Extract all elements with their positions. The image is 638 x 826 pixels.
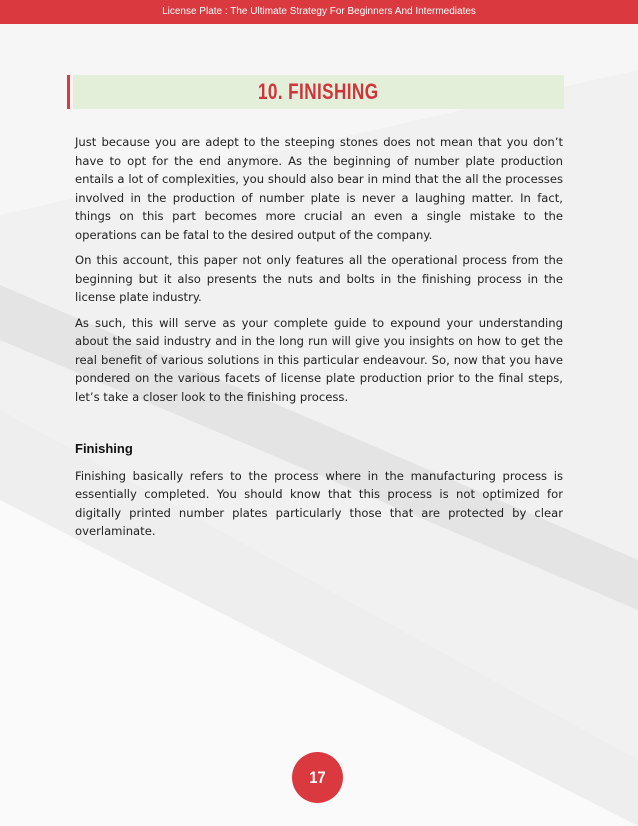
paragraph: On this account, this paper not only features all the operational process from the beginning but it also presents the nuts and bolts in the finishing process in the license plate industry. <box>75 253 563 304</box>
paragraph: As such, this will serve as your complete guide to expound your understanding about the said industry and in the long run will give you insights on how to get the real benefit of various solutions in this particular endeavour. So, now that you have pondered on the various facets of license plate production prior to the final steps, let’s take a closer look to the finishing process. <box>75 315 563 404</box>
section-title: 10. FINISHING <box>258 79 379 104</box>
running-header <box>0 0 638 24</box>
title-band <box>73 75 564 109</box>
paragraph: Finishing basically refers to the process where in the manufacturing process is essentially completed. You should know that this process is not optimized for digitally printed number plates particularly those that are protected by clear overlaminate. <box>75 468 563 538</box>
running-title: License Plate : The Ultimate Strategy For Beginners And Intermediates <box>162 6 476 17</box>
page-number: 17 <box>309 768 326 787</box>
body-content <box>75 133 563 548</box>
title-accent-bar <box>67 75 70 109</box>
paragraph: Just because you are adept to the steeping stones does not mean that you don’t have to opt for the end anymore. As the beginning of number plate production entails a lot of complexities, you should also bear in mind that the all the processes involved in the production of number plate is never a laughing matter. In fact, things on this part becomes more crucial an even a single mistake to the operations can be fatal to the desired output of the company. <box>75 135 563 242</box>
page-number-badge <box>292 752 343 803</box>
subheading: Finishing <box>75 441 133 456</box>
section-title-bar <box>67 75 564 109</box>
